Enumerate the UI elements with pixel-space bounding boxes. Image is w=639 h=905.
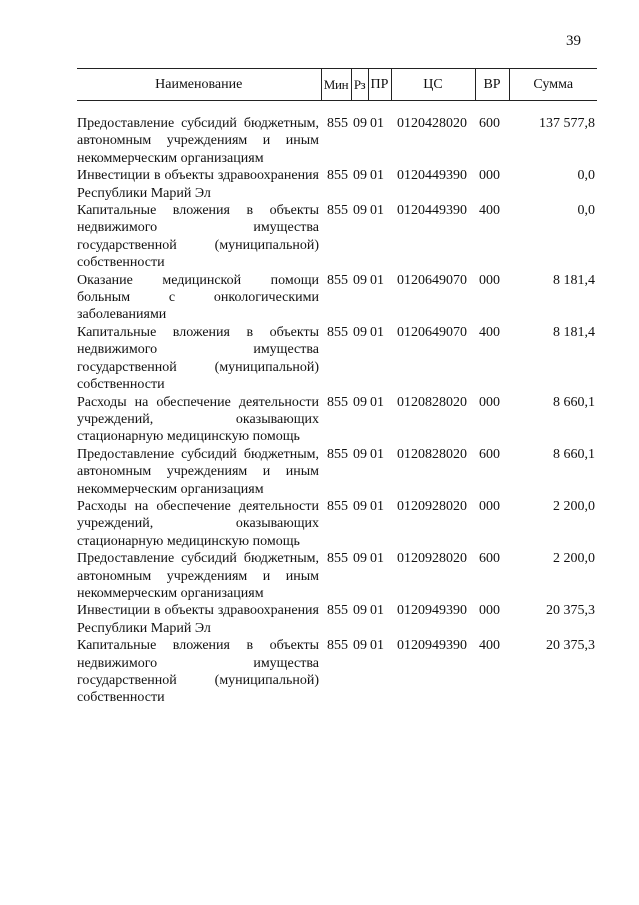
table-row xyxy=(77,602,597,637)
row-rz-code: 09 xyxy=(353,168,367,184)
table-row xyxy=(77,167,597,202)
table-row xyxy=(77,498,597,550)
row-name: Предоставление субсидий бюджетным, автономным учреждениям и иным некоммерческим организациям xyxy=(77,551,319,601)
table-row xyxy=(77,637,597,707)
row-sum: 137 577,8 xyxy=(539,116,595,131)
row-sum: 8 660,1 xyxy=(553,394,595,410)
row-cs-code: 0120928020 xyxy=(397,498,467,514)
row-sum: 2 200,0 xyxy=(553,498,595,514)
row-vr-code: 000 xyxy=(479,498,500,514)
header-pr: ПР xyxy=(368,69,391,101)
row-pr-code: 01 xyxy=(370,394,384,410)
table-row xyxy=(77,394,597,446)
row-min-code: 855 xyxy=(327,324,348,340)
row-vr-code: 400 xyxy=(479,203,500,219)
row-sum: 20 375,3 xyxy=(546,638,595,654)
row-sum: 0,0 xyxy=(577,203,595,219)
row-cs-code: 0120949390 xyxy=(397,603,467,619)
row-name: Расходы на обеспечение деятельности учреждений, оказывающих стационарную медицинскую помощь xyxy=(77,394,319,445)
row-pr-code: 01 xyxy=(370,603,384,619)
row-rz-code: 09 xyxy=(353,203,367,219)
row-rz-code: 09 xyxy=(353,498,367,514)
row-pr-code: 01 xyxy=(370,324,384,340)
row-sum: 8 660,1 xyxy=(553,446,595,462)
row-vr-code: 600 xyxy=(479,116,500,131)
row-cs-code: 0120828020 xyxy=(397,394,467,410)
row-pr-code: 01 xyxy=(370,498,384,514)
row-min-code: 855 xyxy=(327,498,348,514)
row-min-code: 855 xyxy=(327,603,348,619)
row-pr-code: 01 xyxy=(370,203,384,219)
row-vr-code: 000 xyxy=(479,272,500,288)
row-name: Оказание медицинской помощи больным с онкологическими заболеваниями xyxy=(77,272,319,323)
row-vr-code: 400 xyxy=(479,638,500,654)
row-pr-code: 01 xyxy=(370,168,384,184)
table-row xyxy=(77,324,597,394)
header-vr: ВР xyxy=(475,69,509,101)
row-rz-code: 09 xyxy=(353,394,367,410)
row-sum: 20 375,3 xyxy=(546,603,595,619)
row-name: Предоставление субсидий бюджетным, автономным учреждениям и иным некоммерческим организациям xyxy=(77,116,319,166)
row-pr-code: 01 xyxy=(370,272,384,288)
row-cs-code: 0120928020 xyxy=(397,551,467,567)
row-cs-code: 0120649070 xyxy=(397,272,467,288)
row-name: Инвестиции в объекты здравоохранения Республики Марий Эл xyxy=(77,168,319,201)
table-row xyxy=(77,272,597,324)
row-cs-code: 0120428020 xyxy=(397,116,467,131)
row-cs-code: 0120828020 xyxy=(397,446,467,462)
row-min-code: 855 xyxy=(327,168,348,184)
row-sum: 8 181,4 xyxy=(553,324,595,340)
row-pr-code: 01 xyxy=(370,551,384,567)
row-vr-code: 600 xyxy=(479,446,500,462)
row-rz-code: 09 xyxy=(353,603,367,619)
row-vr-code: 400 xyxy=(479,324,500,340)
row-pr-code: 01 xyxy=(370,446,384,462)
table-row xyxy=(77,446,597,498)
row-rz-code: 09 xyxy=(353,446,367,462)
page-number: 39 xyxy=(566,33,581,49)
row-cs-code: 0120449390 xyxy=(397,168,467,184)
row-min-code: 855 xyxy=(327,394,348,410)
row-sum: 2 200,0 xyxy=(553,551,595,567)
budget-table xyxy=(77,68,597,707)
table-spacer xyxy=(77,101,597,116)
header-sum: Сумма xyxy=(509,69,597,101)
table-header xyxy=(77,69,597,101)
row-rz-code: 09 xyxy=(353,638,367,654)
table-row xyxy=(77,115,597,167)
row-rz-code: 09 xyxy=(353,324,367,340)
row-vr-code: 000 xyxy=(479,603,500,619)
row-min-code: 855 xyxy=(327,272,348,288)
row-min-code: 855 xyxy=(327,116,348,131)
row-pr-code: 01 xyxy=(370,116,384,131)
header-name: Наименование xyxy=(77,69,321,101)
row-vr-code: 600 xyxy=(479,551,500,567)
table-row xyxy=(77,550,597,602)
row-name: Инвестиции в объекты здравоохранения Республики Марий Эл xyxy=(77,603,319,636)
row-name: Расходы на обеспечение деятельности учреждений, оказывающих стационарную медицинскую помощь xyxy=(77,498,319,549)
row-name: Предоставление субсидий бюджетным, автономным учреждениям и иным некоммерческим организациям xyxy=(77,446,319,497)
row-min-code: 855 xyxy=(327,638,348,654)
row-rz-code: 09 xyxy=(353,551,367,567)
row-name: Капитальные вложения в объекты недвижимого имущества государственной (муниципальной) собственности xyxy=(77,203,319,271)
header-min: Мин xyxy=(321,69,351,101)
row-vr-code: 000 xyxy=(479,168,500,184)
table-row xyxy=(77,202,597,272)
row-vr-code: 000 xyxy=(479,394,500,410)
row-name: Капитальные вложения в объекты недвижимого имущества государственной (муниципальной) собственности xyxy=(77,638,319,706)
row-cs-code: 0120449390 xyxy=(397,203,467,219)
row-rz-code: 09 xyxy=(353,116,367,131)
row-name: Капитальные вложения в объекты недвижимого имущества государственной (муниципальной) собственности xyxy=(77,324,319,393)
header-rz: Рз xyxy=(351,69,368,101)
row-sum: 0,0 xyxy=(577,168,595,184)
row-min-code: 855 xyxy=(327,203,348,219)
row-min-code: 855 xyxy=(327,446,348,462)
table-body xyxy=(77,101,597,707)
row-sum: 8 181,4 xyxy=(553,272,595,288)
row-min-code: 855 xyxy=(327,551,348,567)
header-cs: ЦС xyxy=(391,69,475,101)
row-pr-code: 01 xyxy=(370,638,384,654)
row-cs-code: 0120649070 xyxy=(397,324,467,340)
row-cs-code: 0120949390 xyxy=(397,638,467,654)
row-rz-code: 09 xyxy=(353,272,367,288)
